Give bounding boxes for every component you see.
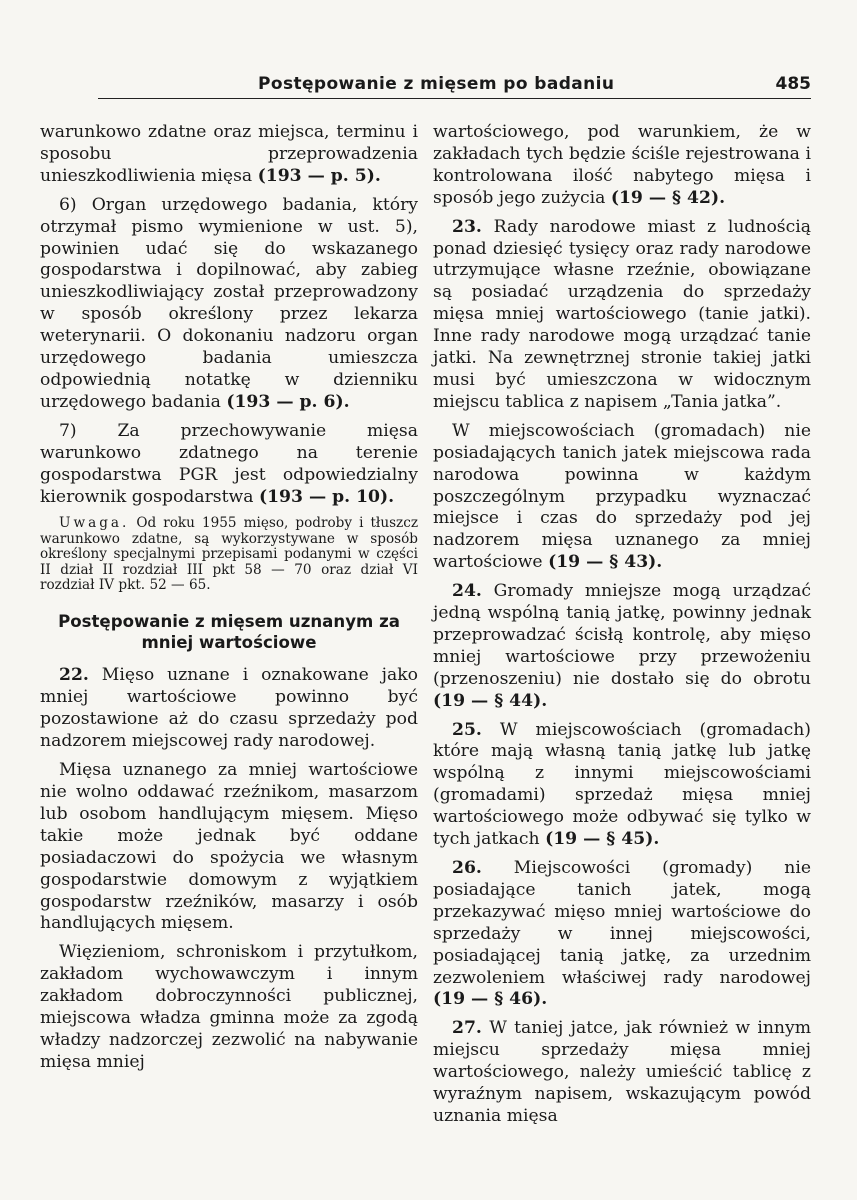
paragraph: Więzieniom, schroniskom i przytułkom, zakładom wychowawczym i innym zakładom dobroczynności publicznej, miejscowa władza gminna może za zgodą władzy nadzorczej zezwolić na nabywanie mięsa mniej	[40, 942, 418, 1072]
running-title: Postępowanie z mięsem po badaniu	[258, 74, 615, 94]
citation: (19 — § 45).	[545, 829, 660, 850]
note-label: Uwaga.	[59, 515, 130, 532]
paragraph: warunkowo zdatne oraz miejsca, terminu i sposobu przeprowadzenia unieszkodliwienia mięsa (193 — p. 5).	[40, 122, 418, 186]
paragraph-number: 25.	[452, 719, 482, 740]
paragraph: 6) Organ urzędowego badania, który otrzymał pismo wymienione w ust. 5), powinien udać się do wskazanego gospodarstwa i dopilnować, aby zabieg unieszkodliwiający został przeprowadzony w sposób określony przez lekarza weterynarii. O dokonaniu nadzoru organ urzędowego badania umieszcza odpowiednią notatkę w dzienniku urzędowego badania (193 — p. 6).	[40, 194, 418, 412]
citation: (193 — p. 5).	[257, 165, 381, 186]
paragraph: 22. Mięso uznane i oznakowane jako mniej wartościowe powinno być pozostawione aż do czasu sprzedaży pod nadzorem miejscowej rady narodowej.	[40, 665, 418, 752]
paragraph: wartościowego, pod warunkiem, że w zakładach tych będzie ściśle rejestrowana i kontrolowana ilość nabytego mięsa i sposób jego zużycia (19 — § 42).	[433, 122, 811, 208]
paragraph: Mięsa uznanego za mniej wartościowe nie wolno oddawać rzeźnikom, masarzom lub osobom handlującym mięsem. Mięso takie może jednak być oddane posiadaczowi do spożycia we własnym gospodarstwie domowym z wyjątkiem gospodarstw rzeźników, masarzy i osób handlujących mięsem.	[40, 760, 418, 934]
paragraph: 7) Za przechowywanie mięsa warunkowo zdatnego na terenie gospodarstwa PGR jest odpowiedzialny kierownik gospodarstwa (193 — p. 10).	[40, 420, 418, 507]
running-header	[98, 70, 811, 99]
paragraph-number: 26.	[452, 858, 482, 878]
paragraph: 27. W taniej jatce, jak również w innym miejscu sprzedaży mięsa mniej wartościowego, należy umieścić tablicę z wyraźnym napisem, wskazującym powód uznania mięsa	[433, 1018, 811, 1126]
citation: (19 — § 43).	[548, 552, 663, 573]
paragraph-number: 24.	[452, 581, 482, 602]
citation: (193 — p. 6).	[226, 391, 350, 412]
paragraph-number: 22.	[59, 665, 89, 686]
citation: (193 — p. 10).	[258, 486, 395, 507]
paragraph: W miejscowościach (gromadach) nie posiadających tanich jatek miejscowa rada narodowa powinna w każdym poszczególnym przypadku wyznaczać miejsce i czas do sprzedaży pod jej nadzorem mięsa uznanego za mniej wartościowe (19 — § 43).	[433, 420, 811, 573]
paragraph-number: 27.	[452, 1018, 482, 1039]
left-column	[40, 122, 418, 1081]
note-text: Od roku 1955 mięso, podroby i tłuszcz warunkowo zdatne, są wykorzystywane w sposób określony specjalnymi przepisami podanymi w części II dział II rozdział III pkt 58 — 70 oraz dział VI rozdział IV pkt. 52 — 65.	[40, 515, 418, 594]
citation: (19 — § 44).	[433, 690, 548, 711]
paragraph: 25. W miejscowościach (gromadach) które mają własną tanią jatkę lub jatkę wspólną z innymi miejscowościami (gromadami) sprzedaż mięsa mniej wartościowego może odbywać się tylko w tych jatkach (19 — § 45).	[433, 719, 811, 850]
note	[40, 516, 418, 593]
paragraph: 24. Gromady mniejsze mogą urządzać jedną wspólną tanią jatkę, powinny jednak przeprowadzać ścisłą kontrolę, aby mięso mniej wartościowe przy przewożeniu (przenoszeniu) nie dostało się do obrotu (19 — § 44).	[433, 581, 811, 711]
citation: (19 — § 46).	[433, 989, 548, 1010]
page-number: 485	[775, 74, 811, 94]
citation: (19 — § 42).	[610, 187, 726, 208]
paragraph: 23. Rady narodowe miast z ludnością ponad dziesięć tysięcy oraz rady narodowe utrzymujące własne rzeźnie, obowiązane są posiadać urządzenia do sprzedaży mięsa mniej wartościowego (tanie jatki). Inne rady narodowe mogą urządzać tanie jatki. Na zewnętrznej stronie takiej jatki musi być umieszczona w widocznym miejscu tablica z napisem „Tania jatka”.	[433, 216, 811, 412]
paragraph: 26. Miejscowości (gromady) nie posiadające tanich jatek, mogą przekazywać mięso mniej wartościowe do sprzedaży w innej miejscowości, posiadającej tanią jatkę, za urzednim zezwoleniem właściwej rady narodowej (19 — § 46).	[433, 858, 811, 1010]
right-column	[433, 122, 811, 1135]
section-heading: Postępowanie z mięsem uznanym za mniej wartościowe	[58, 612, 400, 653]
paragraph-number: 23.	[452, 216, 482, 237]
